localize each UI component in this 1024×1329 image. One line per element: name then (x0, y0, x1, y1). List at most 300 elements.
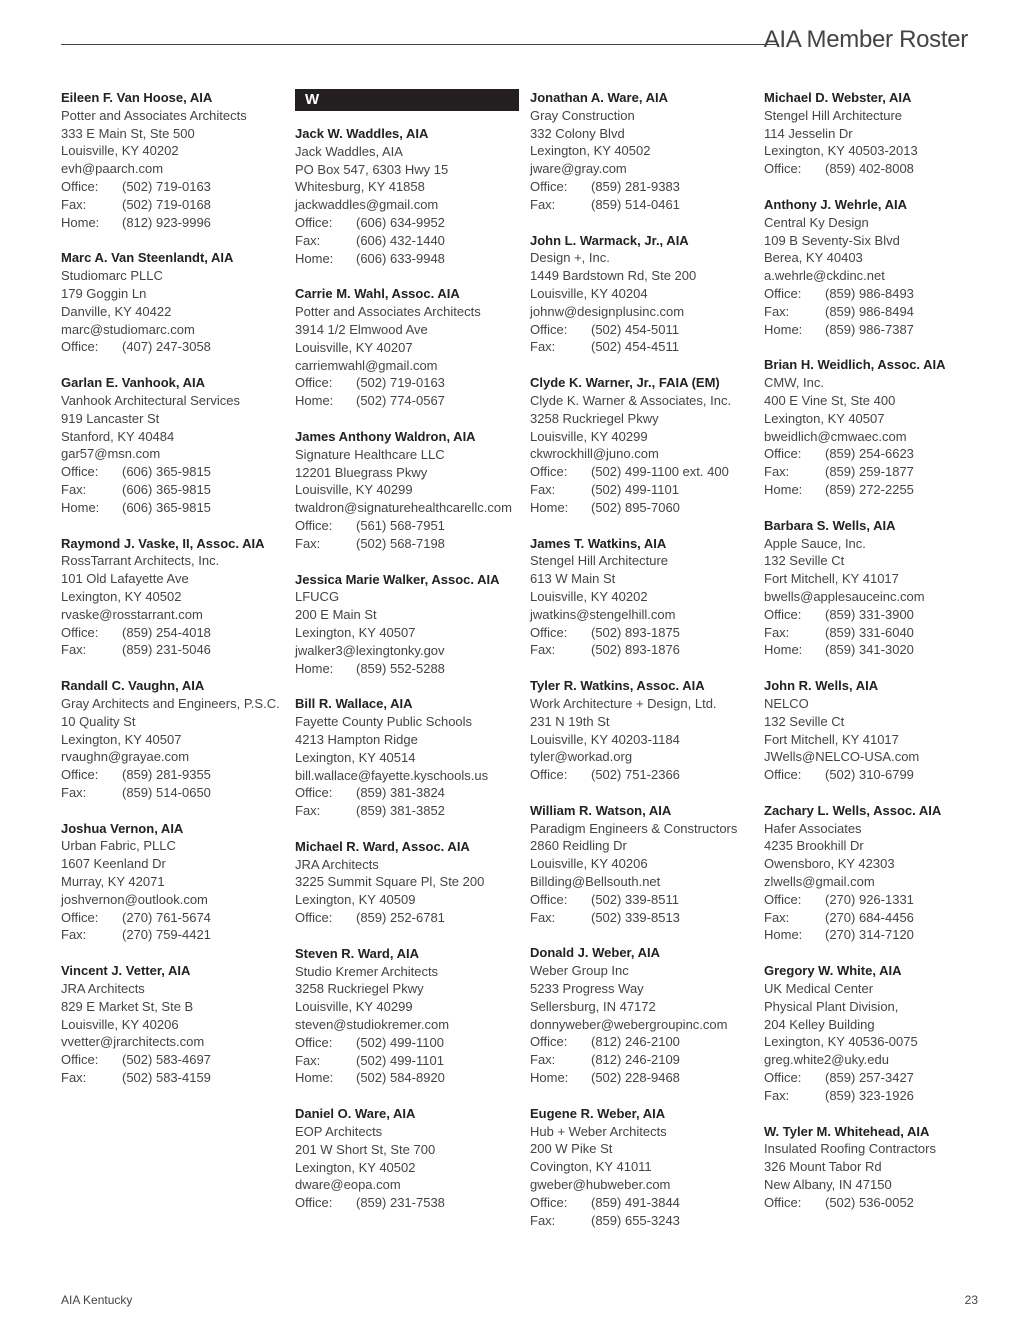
phone-label: Office: (764, 1194, 802, 1210)
member-detail-line: 5233 Progress Way (530, 981, 644, 997)
phone-label: Home: (764, 642, 803, 658)
member-name: John R. Wells, AIA (764, 678, 879, 694)
member-detail-line: Lexington, KY 40514 (295, 749, 416, 765)
phone-label: Office: (295, 214, 333, 230)
member-email[interactable]: steven@studiokremer.com (295, 1017, 450, 1033)
phone-label: Office: (530, 767, 568, 783)
phone-label: Office: (530, 178, 568, 194)
member-entry (764, 356, 992, 498)
phone-label: Office: (530, 624, 568, 640)
member-detail-line: Stengel Hill Architecture (764, 107, 903, 123)
member-detail-line: Hub + Weber Architects (530, 1123, 667, 1139)
phone-number: (502) 751-2366 (591, 767, 680, 783)
phone-number: (859) 381-3824 (356, 785, 445, 801)
phone-label: Home: (61, 214, 100, 230)
member-entry (530, 535, 758, 660)
phone-label: Fax: (530, 909, 556, 925)
member-email[interactable]: bwells@applesauceinc.com (764, 588, 925, 604)
phone-number: (606) 365-9815 (122, 499, 211, 515)
member-entry (61, 962, 289, 1087)
member-phone-row (530, 624, 758, 642)
member-email[interactable]: jwatkins@stengelhill.com (530, 606, 676, 622)
phone-label: Office: (61, 624, 99, 640)
member-name: Garlan E. Vanhook, AIA (61, 375, 205, 391)
member-phone-row (61, 214, 289, 232)
member-detail-line: Louisville, KY 40206 (61, 1016, 179, 1032)
member-phone-row (61, 1069, 289, 1087)
phone-number: (502) 895-7060 (591, 499, 680, 515)
member-detail-line: Louisville, KY 40207 (295, 339, 413, 355)
phone-number: (502) 228-9468 (591, 1070, 680, 1086)
member-detail-line: 200 E Main St (295, 607, 377, 623)
phone-label: Office: (764, 767, 802, 783)
member-detail-line: 332 Colony Blvd (530, 125, 625, 141)
phone-label: Home: (764, 927, 803, 943)
phone-number: (859) 341-3020 (825, 642, 914, 658)
member-email[interactable]: jware@gray.com (530, 161, 627, 177)
member-name: Tyler R. Watkins, Assoc. AIA (530, 678, 705, 694)
member-phone-row (295, 250, 523, 268)
member-entry (61, 677, 289, 802)
member-entry (530, 677, 758, 784)
member-email[interactable]: rvaughn@grayae.com (61, 749, 190, 765)
member-name: W. Tyler M. Whitehead, AIA (764, 1123, 930, 1139)
phone-number: (859) 514-0650 (122, 784, 211, 800)
member-detail-line: Potter and Associates Architects (61, 107, 247, 123)
member-detail-line: 1449 Bardstown Rd, Ste 200 (530, 268, 697, 284)
member-email[interactable]: a.wehrle@ckdinc.net (764, 268, 885, 284)
member-entry (530, 1105, 758, 1230)
member-phone-row (295, 802, 523, 820)
member-name: Michael R. Ward, Assoc. AIA (295, 838, 470, 854)
phone-label: Office: (295, 1195, 333, 1211)
member-detail-line: Louisville, KY 40299 (295, 482, 413, 498)
member-phone-row (764, 1087, 992, 1105)
member-entry (530, 232, 758, 357)
member-phone-row (764, 624, 992, 642)
phone-label: Home: (295, 250, 334, 266)
phone-number: (859) 381-3852 (356, 803, 445, 819)
phone-number: (502) 536-0052 (825, 1194, 914, 1210)
member-email[interactable]: donnyweber@webergroupinc.com (530, 1016, 728, 1032)
member-detail-line: Gray Construction (530, 107, 635, 123)
member-name: Randall C. Vaughn, AIA (61, 678, 205, 694)
phone-label: Office: (764, 891, 802, 907)
member-detail-line: LFUCG (295, 589, 340, 605)
phone-number: (859) 402-8008 (825, 161, 914, 177)
member-email[interactable]: rvaske@rosstarrant.com (61, 606, 203, 622)
member-phone-row (530, 1051, 758, 1069)
member-detail-line: Lexington, KY 40536-0075 (764, 1034, 918, 1050)
member-email[interactable]: gweber@hubweber.com (530, 1177, 671, 1193)
member-phone-row (61, 784, 289, 802)
phone-number: (502) 583-4697 (122, 1052, 211, 1068)
phone-number: (502) 719-0168 (122, 196, 211, 212)
member-detail-line: Lexington, KY 40502 (295, 1159, 416, 1175)
member-detail-line: 132 Seville Ct (764, 713, 845, 729)
phone-number: (606) 634-9952 (356, 214, 445, 230)
member-detail-line: 613 W Main St (530, 571, 616, 587)
member-detail-line: Lexington, KY 40502 (530, 143, 651, 159)
phone-number: (812) 923-9996 (122, 214, 211, 230)
phone-number: (859) 986-8493 (825, 285, 914, 301)
phone-label: Office: (295, 785, 333, 801)
phone-number: (859) 281-9355 (122, 767, 211, 783)
phone-label: Office: (764, 161, 802, 177)
member-name: Daniel O. Ware, AIA (295, 1106, 416, 1122)
phone-label: Office: (295, 375, 333, 391)
member-email[interactable]: greg.white2@uky.edu (764, 1052, 889, 1068)
member-detail-line: 114 Jesselin Dr (764, 125, 853, 141)
phone-label: Office: (295, 910, 333, 926)
phone-label: Office: (764, 1070, 802, 1086)
phone-label: Home: (764, 481, 803, 497)
member-detail-line: Lexington, KY 40509 (295, 892, 416, 908)
member-detail-line: Insulated Roofing Contractors (764, 1141, 936, 1157)
member-detail-line: JRA Architects (295, 856, 379, 872)
member-detail-line: Paradigm Engineers & Constructors (530, 820, 738, 836)
member-name: Zachary L. Wells, Assoc. AIA (764, 802, 942, 818)
member-detail-line: 109 B Seventy-Six Blvd (764, 232, 900, 248)
phone-label: Fax: (61, 927, 87, 943)
member-phone-row (295, 1052, 523, 1070)
phone-number: (859) 254-4018 (122, 624, 211, 640)
member-phone-row (764, 909, 992, 927)
member-email[interactable]: JWells@NELCO-USA.com (764, 749, 920, 765)
roster-column-2 (295, 89, 523, 1230)
member-entry (295, 571, 523, 678)
member-detail-line: 4213 Hampton Ridge (295, 731, 418, 747)
phone-number: (859) 514-0461 (591, 196, 680, 212)
phone-label: Office: (61, 178, 99, 194)
phone-number: (561) 568-7951 (356, 517, 445, 533)
member-phone-row (530, 1033, 758, 1051)
member-detail-line: Studiomarc PLLC (61, 268, 163, 284)
member-entry (61, 89, 289, 231)
member-entry (764, 89, 992, 178)
phone-label: Home: (530, 1070, 569, 1086)
member-entry (295, 838, 523, 927)
member-email[interactable]: twaldron@signaturehealthcarellc.com (295, 500, 512, 516)
member-email[interactable]: evh@paarch.com (61, 161, 164, 177)
member-phone-row (61, 909, 289, 927)
member-phone-row (530, 1069, 758, 1087)
member-email[interactable]: vvetter@jrarchitects.com (61, 1034, 205, 1050)
member-name: Clyde K. Warner, Jr., FAIA (EM) (530, 375, 720, 391)
member-phone-row (764, 481, 992, 499)
member-name: Gregory W. White, AIA (764, 963, 902, 979)
member-entry (764, 196, 992, 338)
phone-label: Fax: (61, 196, 87, 212)
member-phone-row (530, 338, 758, 356)
phone-number: (502) 499-1101 (356, 1052, 444, 1068)
member-detail-line: 919 Lancaster St (61, 410, 160, 426)
member-phone-row (61, 641, 289, 659)
member-phone-row (61, 481, 289, 499)
phone-label: Fax: (61, 642, 87, 658)
member-phone-row (764, 445, 992, 463)
member-detail-line: Fayette County Public Schools (295, 714, 473, 730)
member-detail-line: 829 E Market St, Ste B (61, 998, 194, 1014)
member-name: Jack W. Waddles, AIA (295, 126, 429, 141)
phone-label: Office: (61, 464, 99, 480)
member-detail-line: 201 W Short St, Ste 700 (295, 1141, 436, 1157)
member-detail-line: RossTarrant Architects, Inc. (61, 553, 220, 569)
phone-number: (502) 774-0567 (356, 393, 445, 409)
member-detail-line: Weber Group Inc (530, 963, 629, 979)
member-detail-line: Louisville, KY 40203-1184 (530, 731, 680, 747)
member-phone-row (530, 481, 758, 499)
member-email[interactable]: gar57@msn.com (61, 446, 161, 462)
header-rule (61, 44, 779, 45)
member-detail-line: 400 E Vine St, Ste 400 (764, 392, 896, 408)
phone-number: (859) 252-6781 (356, 910, 445, 926)
member-email[interactable]: joshvernon@outlook.com (61, 891, 208, 907)
member-detail-line: Lexington, KY 40507 (764, 410, 885, 426)
phone-number: (859) 331-3900 (825, 606, 914, 622)
phone-number: (859) 986-7387 (825, 321, 914, 337)
member-name: Marc A. Van Steenlandt, AIA (61, 250, 234, 266)
member-email[interactable]: jwalker3@lexingtonky.gov (295, 642, 445, 658)
member-detail-line: Louisville, KY 40204 (530, 285, 648, 301)
phone-number: (859) 331-6040 (825, 624, 914, 640)
member-phone-row (764, 891, 992, 909)
member-phone-row (295, 232, 523, 250)
member-phone-row (764, 926, 992, 944)
phone-number: (859) 281-9383 (591, 178, 680, 194)
member-detail-line: Studio Kremer Architects (295, 963, 439, 979)
phone-number: (606) 432-1440 (356, 232, 445, 248)
member-email[interactable]: bweidlich@cmwaec.com (764, 428, 907, 444)
member-detail-line: Lexington, KY 40507 (61, 731, 182, 747)
member-detail-line: Fort Mitchell, KY 41017 (764, 571, 899, 587)
member-detail-line: 3914 1/2 Elmwood Ave (295, 321, 428, 337)
member-detail-line: Clyde K. Warner & Associates, Inc. (530, 392, 732, 408)
member-detail-line: Fort Mitchell, KY 41017 (764, 731, 899, 747)
phone-number: (859) 323-1926 (825, 1087, 914, 1103)
member-detail-line: 333 E Main St, Ste 500 (61, 125, 195, 141)
member-detail-line: 101 Old Lafayette Ave (61, 571, 189, 587)
member-detail-line: 3225 Summit Square Pl, Ste 200 (295, 874, 485, 890)
member-detail-line: 1607 Keenland Dr (61, 856, 166, 872)
member-detail-line: EOP Architects (295, 1124, 383, 1140)
member-phone-row (295, 784, 523, 802)
member-detail-line: Design +, Inc. (530, 250, 610, 266)
member-phone-row (530, 463, 758, 481)
member-entry (764, 1123, 992, 1212)
member-name: Jessica Marie Walker, Assoc. AIA (295, 571, 500, 587)
member-detail-line: 2860 Reidling Dr (530, 838, 627, 854)
member-detail-line: Louisville, KY 40202 (61, 143, 179, 159)
member-detail-line: Louisville, KY 40299 (530, 428, 648, 444)
phone-number: (270) 759-4421 (122, 927, 211, 943)
roster-column-1 (61, 89, 289, 1105)
member-detail-line: PO Box 547, 6303 Hwy 15 (295, 161, 449, 177)
member-phone-row (295, 392, 523, 410)
phone-label: Office: (295, 517, 333, 533)
member-detail-line: Whitesburg, KY 41858 (295, 179, 425, 195)
member-detail-line: Covington, KY 41011 (530, 1159, 652, 1175)
phone-number: (606) 633-9948 (356, 250, 445, 266)
member-email[interactable]: jackwaddles@gmail.com (295, 197, 439, 213)
phone-label: Office: (530, 464, 568, 480)
member-detail-line: CMW, Inc. (764, 375, 824, 391)
member-phone-row (530, 196, 758, 214)
member-detail-line: 4235 Brookhill Dr (764, 838, 864, 854)
member-phone-row (61, 926, 289, 944)
phone-label: Fax: (295, 232, 321, 248)
phone-number: (270) 926-1331 (825, 891, 914, 907)
member-phone-row (295, 1194, 523, 1212)
member-phone-row (61, 338, 289, 356)
member-phone-row (530, 1194, 758, 1212)
member-phone-row (530, 178, 758, 196)
member-email[interactable]: dware@eopa.com (295, 1177, 401, 1193)
phone-label: Fax: (295, 535, 321, 551)
phone-label: Fax: (530, 1052, 556, 1068)
member-detail-line: Stanford, KY 40484 (61, 428, 175, 444)
member-email[interactable]: marc@studiomarc.com (61, 321, 195, 337)
phone-number: (502) 719-0163 (356, 375, 445, 391)
phone-number: (859) 231-7538 (356, 1195, 445, 1211)
member-email[interactable]: Billding@Bellsouth.net (530, 874, 661, 890)
member-entry (295, 945, 523, 1087)
member-name: Carrie M. Wahl, Assoc. AIA (295, 286, 460, 302)
phone-number: (502) 339-8513 (591, 909, 680, 925)
member-phone-row (764, 641, 992, 659)
member-name: Raymond J. Vaske, II, Assoc. AIA (61, 535, 265, 551)
member-detail-line: Lexington, KY 40503-2013 (764, 143, 918, 159)
member-phone-row (295, 909, 523, 927)
member-entry (530, 89, 758, 214)
member-email[interactable]: zlwells@gmail.com (764, 874, 875, 890)
member-entry (295, 125, 523, 267)
member-detail-line: 132 Seville Ct (764, 553, 845, 569)
phone-number: (502) 583-4159 (122, 1070, 211, 1086)
member-name: Anthony J. Wehrle, AIA (764, 196, 908, 212)
member-phone-row (530, 321, 758, 339)
member-detail-line: Urban Fabric, PLLC (61, 838, 176, 854)
phone-label: Home: (764, 321, 803, 337)
member-name: Michael D. Webster, AIA (764, 90, 912, 105)
phone-number: (859) 272-2255 (825, 481, 914, 497)
phone-number: (859) 986-8494 (825, 303, 914, 319)
phone-label: Office: (530, 1034, 568, 1050)
member-detail-line: Physical Plant Division, (764, 998, 899, 1014)
phone-number: (270) 314-7120 (825, 927, 914, 943)
member-phone-row (764, 606, 992, 624)
member-detail-line: Sellersburg, IN 47172 (530, 998, 656, 1014)
phone-number: (812) 246-2109 (591, 1052, 680, 1068)
member-phone-row (530, 909, 758, 927)
footer-page-number: 23 (964, 1293, 978, 1307)
member-detail-line: Berea, KY 40403 (764, 250, 863, 266)
member-phone-row (764, 321, 992, 339)
member-detail-line: 179 Goggin Ln (61, 285, 147, 301)
member-name: Eileen F. Van Hoose, AIA (61, 90, 213, 105)
member-entry (764, 517, 992, 659)
member-detail-line: Apple Sauce, Inc. (764, 535, 866, 551)
phone-label: Fax: (61, 784, 87, 800)
member-email[interactable]: ckwrockhill@juno.com (530, 446, 659, 462)
member-detail-line: Potter and Associates Architects (295, 304, 481, 320)
phone-label: Office: (61, 909, 99, 925)
phone-number: (270) 684-4456 (825, 909, 914, 925)
member-phone-row (295, 535, 523, 553)
member-detail-line: Work Architecture + Design, Ltd. (530, 695, 717, 711)
member-phone-row (530, 499, 758, 517)
member-phone-row (530, 641, 758, 659)
phone-label: Home: (295, 1070, 334, 1086)
member-phone-row (764, 160, 992, 178)
member-detail-line: Murray, KY 42071 (61, 874, 165, 890)
member-phone-row (530, 1212, 758, 1230)
member-name: Bill R. Wallace, AIA (295, 696, 413, 712)
member-email[interactable]: bill.wallace@fayette.kyschools.us (295, 767, 489, 783)
phone-number: (407) 247-3058 (122, 339, 211, 355)
phone-number: (859) 231-5046 (122, 642, 211, 658)
phone-label: Office: (530, 321, 568, 337)
member-detail-line: Hafer Associates (764, 820, 862, 836)
member-phone-row (61, 1051, 289, 1069)
member-name: Steven R. Ward, AIA (295, 945, 420, 961)
phone-number: (606) 365-9815 (122, 481, 211, 497)
member-phone-row (295, 214, 523, 232)
footer-publication: AIA Kentucky (61, 1293, 133, 1307)
member-phone-row (764, 766, 992, 784)
member-phone-row (530, 891, 758, 909)
member-email[interactable]: johnw@designplusinc.com (530, 303, 685, 319)
member-phone-row (530, 766, 758, 784)
phone-label: Office: (61, 1052, 99, 1068)
phone-number: (502) 499-1100 (356, 1034, 444, 1050)
phone-label: Home: (61, 499, 100, 515)
phone-number: (502) 454-4511 (591, 339, 679, 355)
phone-number: (502) 454-5011 (591, 321, 679, 337)
phone-label: Fax: (530, 1212, 556, 1228)
phone-number: (502) 584-8920 (356, 1070, 445, 1086)
member-phone-row (295, 1034, 523, 1052)
phone-label: Fax: (530, 339, 556, 355)
member-detail-line: 3258 Ruckriegel Pkwy (295, 981, 424, 997)
phone-label: Office: (764, 606, 802, 622)
phone-label: Home: (295, 660, 334, 676)
member-phone-row (61, 499, 289, 517)
member-email[interactable]: tyler@workad.org (530, 749, 633, 765)
member-name: John L. Warmack, Jr., AIA (530, 232, 689, 248)
member-detail-line: 204 Kelley Building (764, 1016, 875, 1032)
phone-number: (859) 254-6623 (825, 446, 914, 462)
phone-label: Home: (295, 393, 334, 409)
phone-number: (502) 893-1876 (591, 642, 680, 658)
phone-number: (859) 257-3427 (825, 1070, 914, 1086)
member-phone-row (764, 285, 992, 303)
phone-label: Fax: (61, 481, 87, 497)
member-detail-line: Lexington, KY 40507 (295, 624, 416, 640)
member-detail-line: 231 N 19th St (530, 713, 610, 729)
phone-label: Fax: (61, 1070, 87, 1086)
member-detail-line: NELCO (764, 695, 809, 711)
member-phone-row (61, 463, 289, 481)
phone-label: Office: (61, 339, 99, 355)
member-phone-row (764, 1069, 992, 1087)
member-detail-line: Jack Waddles, AIA (295, 143, 403, 159)
member-detail-line: Louisville, KY 40206 (530, 856, 648, 872)
phone-number: (502) 499-1100 ext. 400 (591, 464, 729, 480)
phone-number: (606) 365-9815 (122, 464, 211, 480)
member-email[interactable]: carriemwahl@gmail.com (295, 357, 438, 373)
phone-label: Office: (295, 1034, 333, 1050)
